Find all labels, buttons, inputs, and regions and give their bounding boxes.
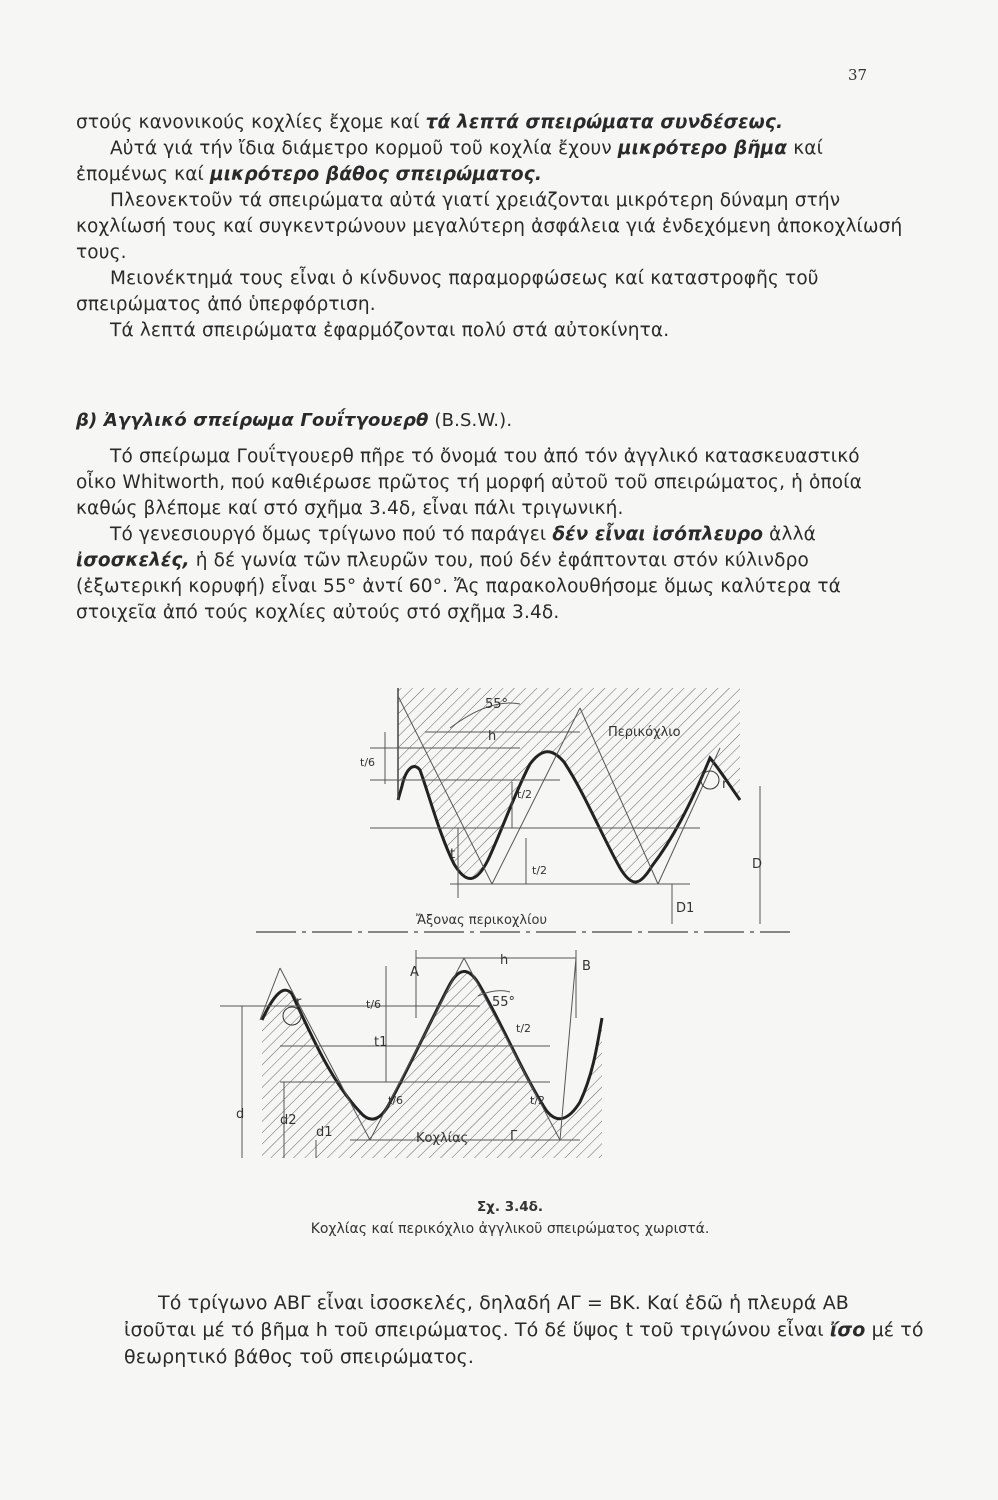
figure-caption [220, 1196, 800, 1240]
label-d2: d2 [280, 1113, 297, 1128]
label-h-top: h [488, 729, 497, 744]
label-D: D [752, 857, 763, 872]
label-angle-top: 55° [485, 697, 509, 712]
text-span: στούς κανονικούς κοχλίες ἔχομε καί [76, 112, 426, 133]
paragraph-intro-line [76, 110, 906, 136]
body-text [76, 110, 906, 626]
emphasis-isosceles: ἰσοσκελές, [76, 550, 190, 571]
emphasis-smaller-pitch: μικρότερο βῆμα [617, 138, 788, 159]
paragraph-advantages: Πλεονεκτοῦν τά σπειρώματα αὐτά γιατί χρειάζονται μικρότερη δύναμη στήν κοχλίωσή τους καί συγκεντρώνουν μεγαλύτερη ἀσφάλεια γιά ἐνδεχόμενη ἀποκοχλίωσή τους. [76, 190, 903, 263]
label-t-top: t [450, 847, 456, 862]
label-t2-lower: t/2 [532, 864, 548, 877]
label-h-bottom: h [500, 953, 509, 968]
label-nut: Περικόχλιο [608, 725, 681, 740]
label-bolt: Κοχλίας [416, 1131, 469, 1146]
thread-diagram [220, 688, 800, 1200]
section-heading [76, 408, 906, 434]
heading-title: β) Ἀγγλικό σπείρωμα Γουΐτγουερθ [76, 410, 429, 431]
emphasis-equal: ἴσο [829, 1319, 866, 1341]
closing-text [124, 1290, 924, 1371]
heading-abbrev: (B.S.W.). [428, 410, 513, 431]
thread-figure [220, 688, 800, 1200]
paragraph-applications: Τά λεπτά σπειρώματα ἐφαρμόζονται πολύ στά αὐτοκίνητα. [110, 320, 670, 341]
label-d1: d1 [316, 1125, 333, 1140]
label-d: d [236, 1107, 245, 1122]
text-span: ἀλλά [763, 524, 817, 545]
label-D1: D1 [676, 901, 695, 916]
emphasis-not-equilateral: δέν εἶναι ἰσόπλευρο [552, 524, 764, 545]
label-t2-bottom-2: t/2 [530, 1094, 546, 1107]
caption-title: Σχ. 3.4δ. [476, 1199, 544, 1215]
text-span: Αὐτά γιά τήν ἴδια διάμετρο κορμοῦ τοῦ κοχλία ἔχουν [110, 138, 618, 159]
label-B: B [582, 959, 591, 974]
emphasis-smaller-depth: μικρότερο βάθος σπειρώματος. [209, 164, 543, 185]
text-span: καί ἐπομένως καί [76, 138, 824, 185]
label-t6-top: t/6 [360, 756, 376, 769]
text-span: Τό τρίγωνο ΑΒΓ εἶναι ἰσοσκελές, δηλαδή ΑΓ = ΒΚ. Καί ἐδῶ ἡ πλευρά ΑΒ ἰσοῦται μέ τό βῆμα h τοῦ σπειρώματος. Τό δέ ὕψος t τοῦ τριγώνου εἶναι [124, 1292, 849, 1341]
caption-text: Κοχλίας καί περικόχλιο ἀγγλικοῦ σπειρώματος χωριστά. [310, 1221, 710, 1237]
text-span: Τό γενεσιουργό ὅμως τρίγωνο πού τό παράγει [110, 524, 553, 545]
label-angle-bottom: 55° [492, 995, 516, 1010]
page-number: 37 [848, 66, 868, 84]
label-axis-nut: Ἄξονας περικοχλίου [416, 913, 547, 928]
paragraph-pitch [76, 136, 906, 188]
emphasis-fine-threads: τά λεπτά σπειρώματα συνδέσεως. [425, 112, 784, 133]
label-t6-bottom-2: t/6 [388, 1094, 404, 1107]
label-t1: t1 [374, 1035, 388, 1050]
paragraph-triangle [76, 522, 906, 626]
label-r-top: r [722, 777, 728, 792]
paragraph-closing [124, 1290, 924, 1371]
text-span: μέ τό θεωρητικό βάθος τοῦ σπειρώματος. [124, 1319, 924, 1368]
paragraph-whitworth: Τό σπείρωμα Γουΐτγουερθ πῆρε τό ὄνομά του ἀπό τόν ἀγγλικό κατασκευαστικό οἶκο Whitworth, πού καθιέρωσε πρῶτος τή μορφή αὐτοῦ τοῦ σπειρώματος, ἡ ὁποία καθώς βλέπομε καί στό σχῆμα 3.4δ, εἶναι πάλι τριγωνική. [76, 446, 863, 519]
paragraph-disadvantages: Μειονέκτημά τους εἶναι ὁ κίνδυνος παραμορφώσεως καί καταστροφῆς τοῦ σπειρώματος ἀπό ὑπερφόρτιση. [76, 268, 819, 315]
label-t2-top: t/2 [517, 788, 533, 801]
text-span: ἡ δέ γωνία τῶν πλευρῶν του, πού δέν ἐφάπτονται στόν κύλινδρο (ἐξωτερική κορυφή) εἶναι 55° ἀντί 60°. Ἄς παρακολουθήσομε ὅμως καλύτερα τά στοιχεῖα ἀπό τούς κοχλίες αὐτούς στό σχῆμα 3.4δ. [76, 550, 841, 623]
label-A: A [410, 965, 419, 980]
label-r-bottom: r [296, 995, 302, 1010]
label-gamma: Γ [510, 1129, 518, 1144]
label-t2-bottom: t/2 [516, 1022, 532, 1035]
label-t6-bottom: t/6 [366, 998, 382, 1011]
radius-circle [701, 771, 719, 789]
